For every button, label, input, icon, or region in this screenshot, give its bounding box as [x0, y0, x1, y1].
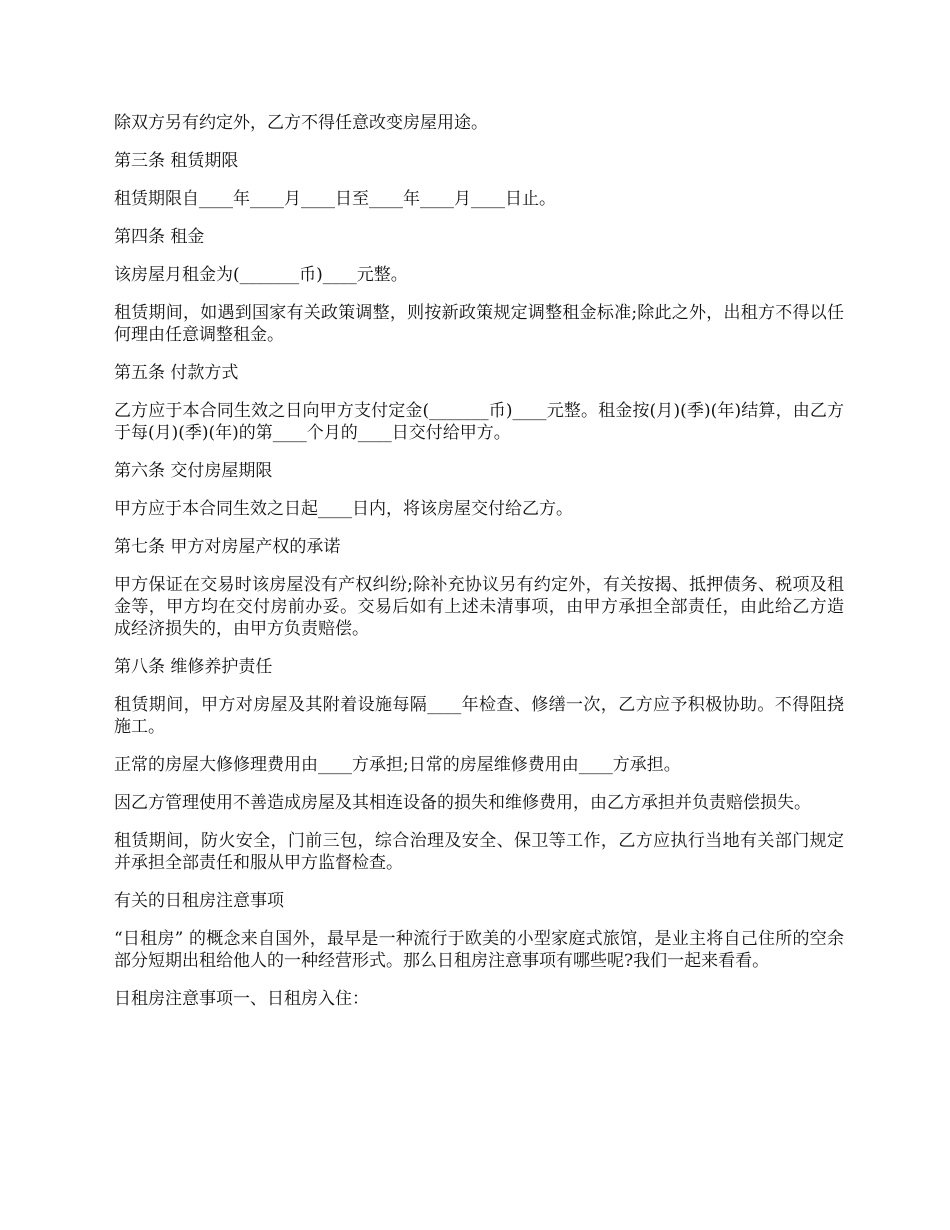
paragraph-safety-duties: 租赁期间，防火安全，门前三包，综合治理及安全、保卫等工作，乙方应执行当地有关部门规定并承担全部责任和服从甲方监督检查。 [114, 831, 844, 873]
paragraph-damage-liability: 因乙方管理使用不善造成房屋及其相连设备的损失和维修费用，由乙方承担并负责赔偿损失。 [114, 793, 811, 813]
paragraph-daily-rental-item-1: 日租房注意事项一、日租房入住： [114, 989, 369, 1009]
heading-article-4-rent: 第四条 租金 [114, 227, 205, 247]
heading-article-5-payment: 第五条 付款方式 [114, 363, 239, 383]
paragraph-daily-rental-intro: “日租房” 的概念来自国外，最早是一种流行于欧美的小型家庭式旅馆，是业主将自己住所的空余部分短期出租给他人的一种经营形式。那么日租房注意事项有哪些呢?我们一起来看看。 [114, 929, 844, 971]
paragraph-title-warranty: 甲方保证在交易时该房屋没有产权纠纷;除补充协议另有约定外，有关按揭、抵押债务、税项及租金等，甲方均在交付房前办妥。交易后如有上述未清事项，由甲方承担全部责任，由此给乙方造成经济损失的，由甲方负责赔偿。 [114, 575, 844, 639]
heading-article-8-maintenance: 第八条 维修养护责任 [114, 657, 273, 677]
paragraph-lease-term: 租赁期限自____年____月____日至____年____月____日止。 [114, 189, 556, 209]
document-body [114, 112, 844, 1026]
heading-article-3-lease-term: 第三条 租赁期限 [114, 151, 239, 171]
paragraph-delivery-term: 甲方应于本合同生效之日起____日内，将该房屋交付给乙方。 [114, 499, 573, 519]
paragraph-rent-adjustment: 租赁期间，如遇到国家有关政策调整，则按新政策规定调整租金标准;除此之外，出租方不得以任何理由任意调整租金。 [114, 303, 844, 345]
paragraph-monthly-rent: 该房屋月租金为(_______币)____元整。 [114, 265, 408, 285]
heading-article-6-delivery: 第六条 交付房屋期限 [114, 461, 273, 481]
paragraph-payment-method: 乙方应于本合同生效之日向甲方支付定金(_______币)____元整。租金按(月)(季)(年)结算，由乙方于每(月)(季)(年)的第____个月的____日交付给甲方。 [114, 401, 844, 443]
heading-article-7-title-warranty: 第七条 甲方对房屋产权的承诺 [114, 537, 341, 557]
heading-daily-rental-notes: 有关的日租房注意事项 [114, 891, 284, 911]
paragraph-usage-clause: 除双方另有约定外，乙方不得任意改变房屋用途。 [114, 113, 488, 133]
paragraph-inspection: 租赁期间，甲方对房屋及其附着设施每隔____年检查、修缮一次，乙方应予积极协助。不得阻挠施工。 [114, 695, 844, 737]
paragraph-repair-costs: 正常的房屋大修修理费用由____方承担;日常的房屋维修费用由____方承担。 [114, 755, 681, 775]
